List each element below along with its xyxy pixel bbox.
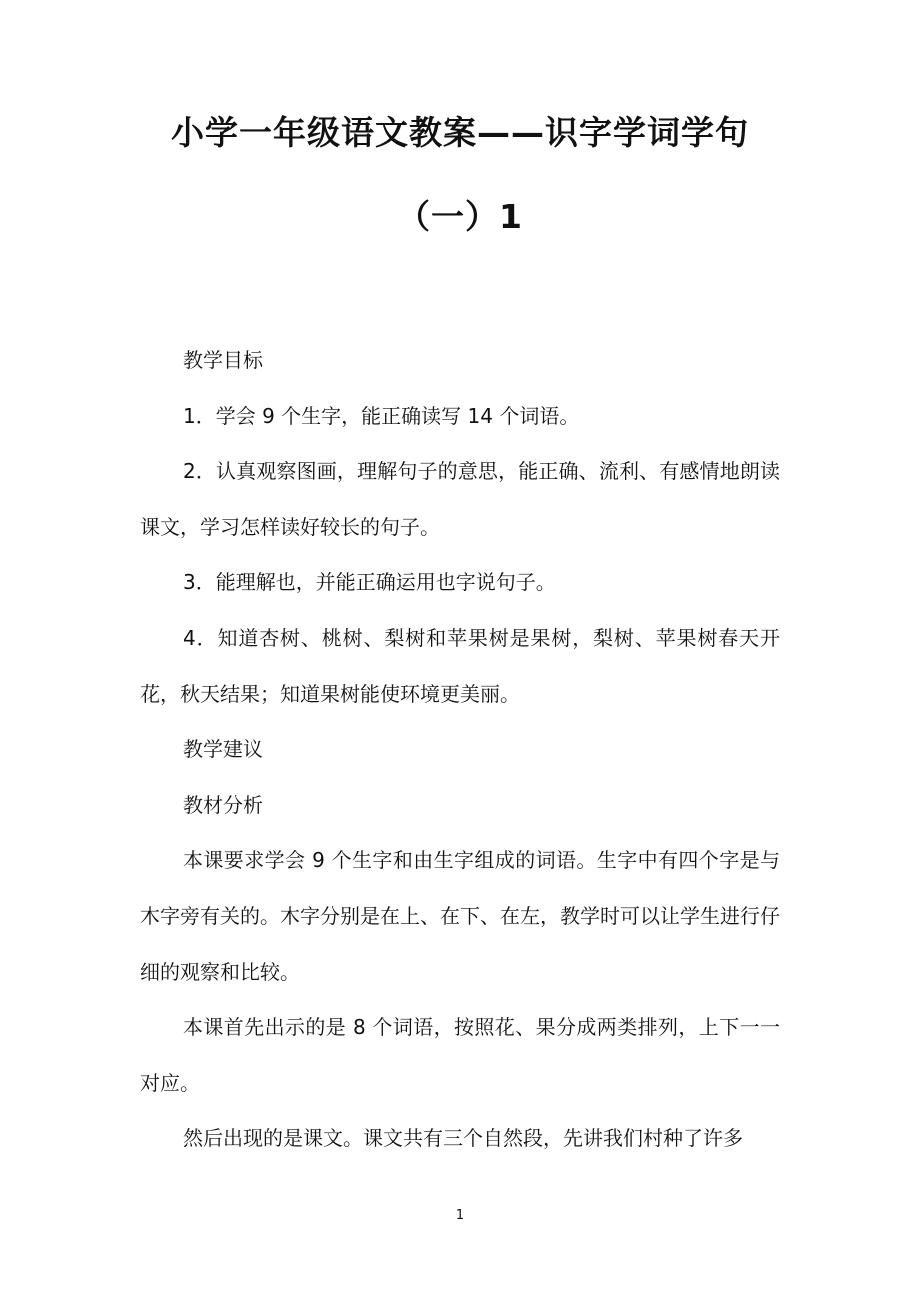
- section-heading-material-analysis: 教材分析: [183, 792, 263, 817]
- page-number: 1: [455, 1208, 465, 1223]
- goal-item-4: 4．知道杏树、桃树、梨树和苹果树是果树，梨树、苹果树春天开花，秋天结果；知道果树能使环境更美丽。: [140, 625, 780, 706]
- goal-item-2: 2．认真观察图画，理解句子的意思，能正确、流利、有感情地朗读课文，学习怎样读好较长的句子。: [140, 459, 780, 539]
- section-heading-teaching-suggestions: 教学建议: [183, 737, 263, 762]
- goal-item-3: 3．能理解也，并能正确运用也字说句子。: [183, 570, 556, 595]
- body-paragraph: 本课首先出示的是 8 个词语，按照花、果分成两类排列，上下一一对应。: [140, 1015, 780, 1095]
- document-title-line2: （一）1: [397, 197, 523, 236]
- document-title-line1: 小学一年级语文教案——识字学词学句: [171, 113, 749, 152]
- body-paragraph: 然后出现的是课文。课文共有三个自然段，先讲我们村种了许多: [183, 1126, 743, 1151]
- goal-item-1: 1．学会 9 个生字，能正确读写 14 个词语。: [183, 403, 580, 428]
- section-heading-teaching-goals: 教学目标: [183, 348, 263, 372]
- body-paragraph: 本课要求学会 9 个生字和由生字组成的词语。生字中有四个字是与木字旁有关的。木字分别是在上、在下、在左，教学时可以让学生进行仔细的观察和比较。: [140, 848, 780, 984]
- document-body: [140, 333, 780, 1167]
